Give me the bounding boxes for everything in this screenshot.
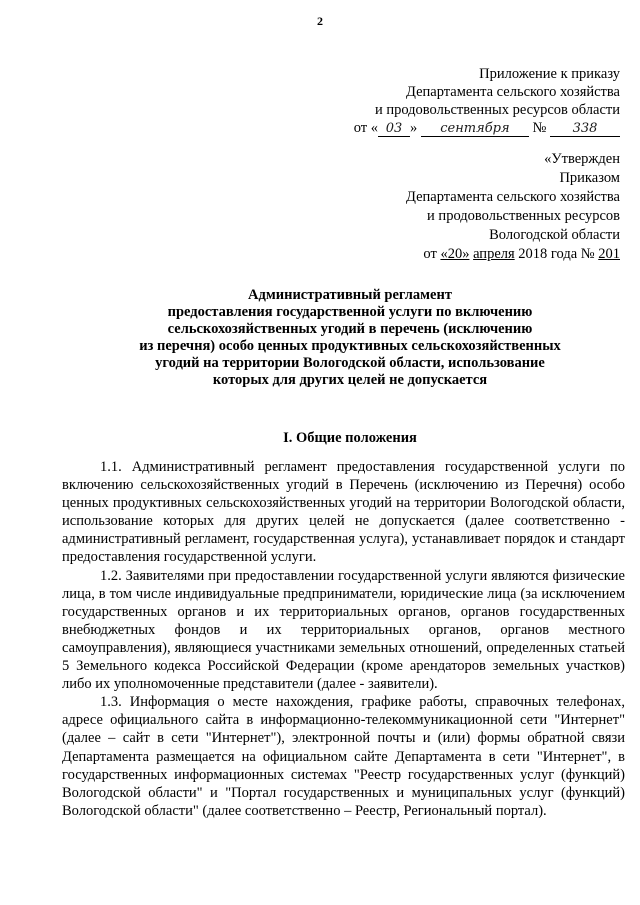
paragraph-1-1: 1.1. Административный регламент предоставления государственной услуги по включению сельскохозяйственных угодий в Перечень (исключению из Перечня) особо ценных продуктивных сельскохозяйственных угодий на территории Вологодской области, использование которых для других целей не допускается (далее соответственно - административный регламент, государственная услуга), устанавливает порядок и стандарт предоставления государственной услуги. [62, 459, 625, 566]
approved-date-prefix: от [423, 246, 441, 262]
approved-block [406, 150, 620, 264]
order-day-handwritten: 03 [378, 121, 410, 137]
title-line-3: сельскохозяйственных угодий в перечень (исключению [167, 321, 533, 337]
appendix-line-3: и продовольственных ресурсов области [374, 102, 620, 118]
approved-line-5: Вологодской области [489, 227, 620, 243]
title-line-1: Административный регламент [248, 287, 452, 303]
approved-line-3: Департамента сельского хозяйства [406, 189, 620, 205]
title-line-5: угодий на территории Вологодской области, использование [155, 355, 545, 371]
section-heading: I. Общие положения [283, 430, 417, 446]
approved-date-day: «20» [440, 246, 470, 262]
title-line-6: которых для других целей не допускается [212, 372, 488, 388]
approved-date-number: 201 [598, 246, 620, 262]
order-quote-close: » [410, 120, 418, 136]
title-line-4: из перечня) особо ценных продуктивных сельскохозяйственных [139, 338, 561, 354]
approved-date-month: апреля [473, 246, 515, 262]
approved-line-2: Приказом [559, 170, 620, 186]
appendix-line-2: Департамента сельского хозяйства [406, 84, 620, 100]
order-month-handwritten: сентября [421, 121, 529, 137]
approved-line-4: и продовольственных ресурсов [427, 208, 620, 224]
approved-date-year: 2018 года № [514, 246, 599, 262]
section-body [62, 458, 625, 820]
appendix-line-1: Приложение к приказу [479, 66, 620, 82]
title-line-2: предоставления государственной услуги по включению [167, 304, 533, 320]
approved-date-line [406, 245, 620, 264]
paragraph-1-3: 1.3. Информация о месте нахождения, графике работы, справочных телефонах, адресе официального сайта в информационно-телекоммуникационной сети "Интернет" (далее – сайт в сети "Интернет"), электронной почты и (или) формы обратной связи Департамента размещается на официальном сайте Департамента в сети "Интернет", в государственных информационных системах "Реестр государственных услуг (функций) Вологодской области" и "Портал государственных и муниципальных услуг (функций) Вологодской области" (далее соответственно – Реестр, Региональный портал). [62, 694, 625, 819]
document-title [60, 287, 640, 389]
approved-line-1: «Утвержден [544, 151, 620, 167]
order-number-sign: № [532, 120, 547, 136]
appendix-block [354, 65, 620, 137]
order-number-handwritten: 338 [550, 121, 620, 137]
order-from-prefix: от « [353, 120, 379, 136]
appendix-order-line [354, 119, 620, 137]
paragraph-1-2: 1.2. Заявителями при предоставлении государственной услуги являются физические лица, в том числе индивидуальные предприниматели, юридические лица (за исключением государственных органов и их территориальных органов, органов государственных внебюджетных фондов и их территориальных органов, органов местного самоуправления), являющиеся участниками земельных отношений, определенных статьей 5 Земельного кодекса Российской Федерации (кроме арендаторов земельных участков) либо их уполномоченные представители (далее - заявители). [62, 567, 625, 693]
page-number: 2 [317, 14, 323, 28]
